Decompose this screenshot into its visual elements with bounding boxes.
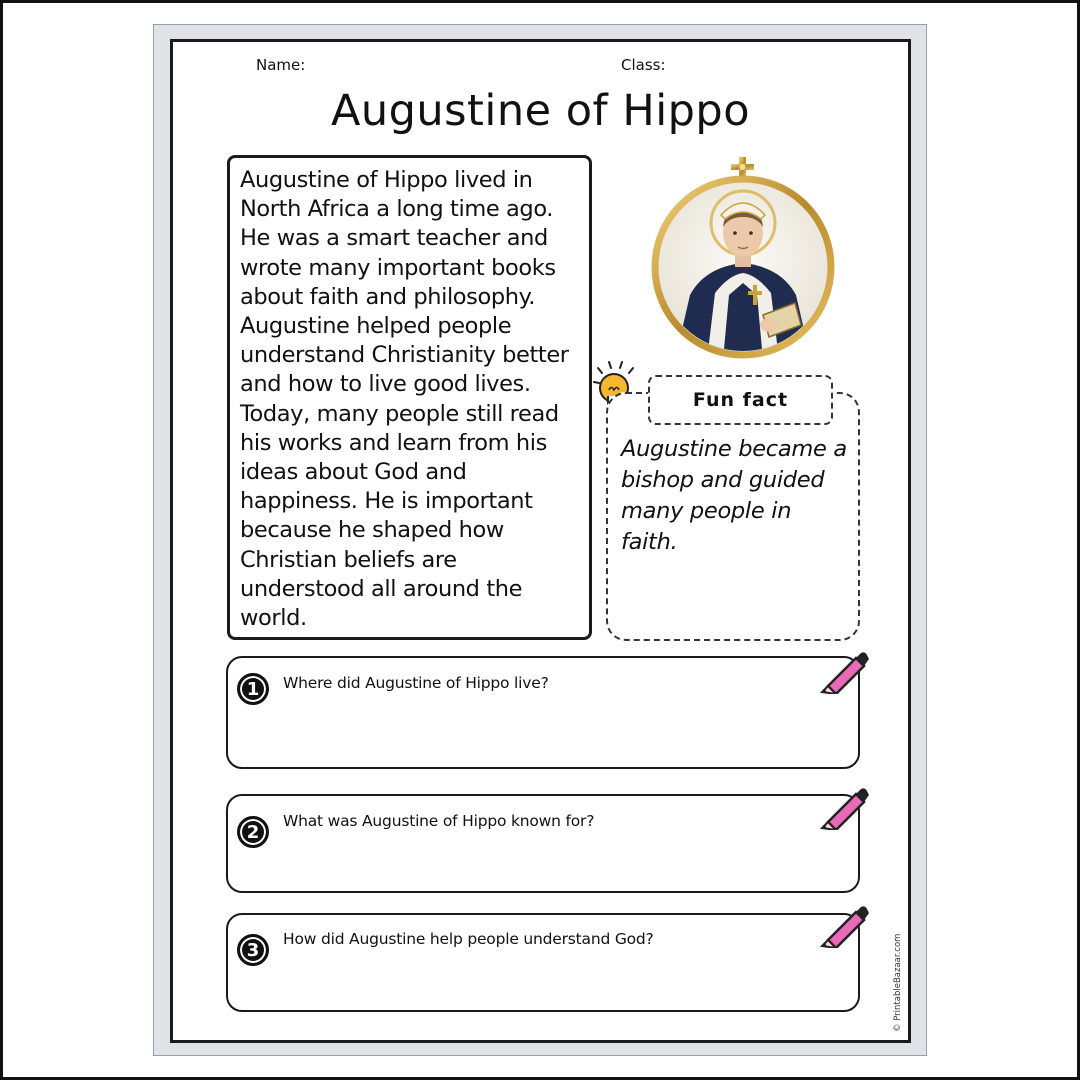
fun-fact-text: Augustine became a bishop and guided many people in faith. [621, 436, 847, 555]
question-3-answer-box[interactable] [226, 913, 860, 1012]
page-title: Augustine of Hippo [330, 86, 751, 136]
question-1-number-badge: 1 [237, 673, 269, 705]
question-2-number-badge: 2 [237, 816, 269, 848]
question-2-text: What was Augustine of Hippo known for? [283, 812, 595, 830]
question-3-number-badge: 3 [237, 934, 269, 966]
fun-fact-heading: Fun fact [648, 375, 833, 425]
question-3-text: How did Augustine help people understand God? [283, 930, 654, 948]
class-label: Class: [621, 56, 666, 74]
pencil-icon [818, 784, 870, 830]
copyright-text: © PrintableBazaar.com [893, 933, 903, 1032]
question-1-answer-box[interactable] [226, 656, 860, 769]
pencil-icon [818, 648, 870, 694]
saint-portrait-image [645, 155, 840, 360]
question-1-text: Where did Augustine of Hippo live? [283, 674, 549, 692]
question-2-answer-box[interactable] [226, 794, 860, 893]
pencil-icon [818, 902, 870, 948]
name-label: Name: [256, 56, 306, 74]
reading-passage: Augustine of Hippo lived in North Africa a long time ago. He was a smart teacher and wrote many important books about faith and philosophy. Augustine helped people understand Christianity better and how to live good lives. Today, many people still read his works and learn from his ideas about God and happiness. He is important because he shaped how Christian beliefs are understood all around the world. [240, 167, 569, 632]
